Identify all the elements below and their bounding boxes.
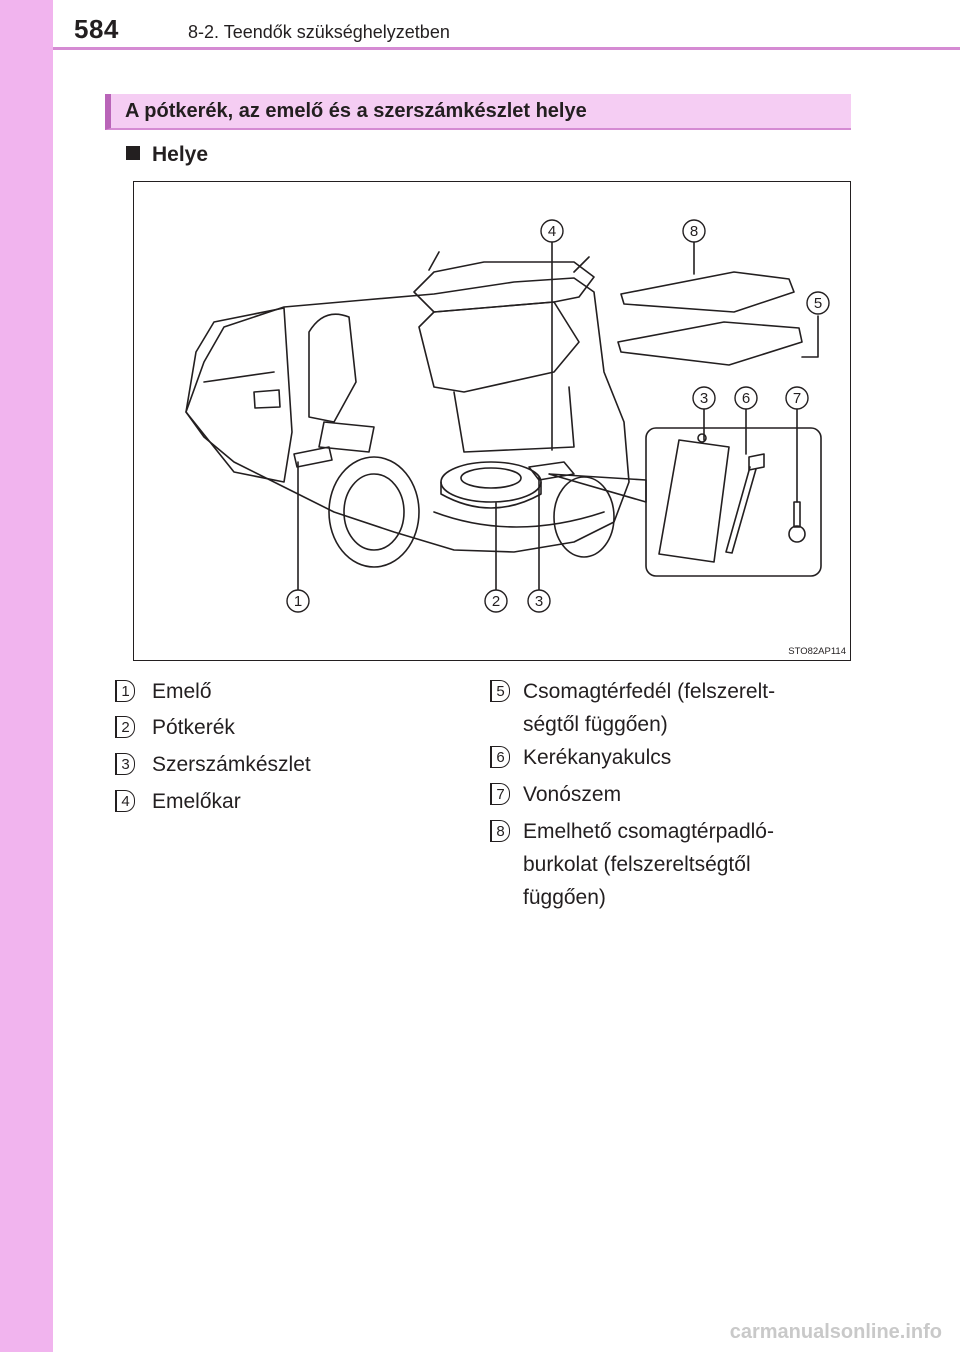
legend-number-3: 3	[115, 753, 135, 775]
legend-number-1: 1	[115, 680, 135, 702]
legend-text-1: Emelő	[152, 680, 212, 703]
legend-text-5-line1: Csomagtérfedél (felszerelt-	[523, 680, 776, 703]
svg-text:8: 8	[689, 223, 699, 240]
square-bullet-icon	[126, 146, 140, 160]
legend-text-8-line3: függően)	[523, 886, 606, 909]
callout-3-tools	[528, 590, 550, 612]
svg-text:7: 7	[792, 390, 802, 407]
callout-7	[786, 387, 808, 409]
legend-text-8-line2: burkolat (felszereltségtől	[523, 853, 751, 876]
callout-6	[735, 387, 757, 409]
legend-number-5: 5	[490, 680, 510, 702]
legend-text-8-line1: Emelhető csomagtérpadló-	[523, 820, 774, 843]
callout-1	[287, 590, 309, 612]
section-heading-bar	[105, 94, 851, 130]
svg-text:6: 6	[741, 390, 751, 407]
section-title: A pótkerék, az emelő és a szerszámkészlet helye	[125, 100, 587, 122]
chapter-title: 8-2. Teendők szükséghelyzetben	[188, 22, 450, 42]
deck-board-upper	[621, 272, 794, 312]
raised-hatch	[414, 262, 594, 312]
legend-text-3: Szerszámkészlet	[152, 753, 311, 776]
legend-number-7: 7	[490, 783, 510, 805]
subheading-text: Helye	[152, 143, 209, 166]
watermark: carmanualsonline.info	[729, 1321, 942, 1343]
callout-5	[807, 292, 829, 314]
callout-3-bag	[693, 387, 715, 409]
svg-text:3: 3	[699, 390, 709, 407]
legend-text-6: Kerékanyakulcs	[523, 746, 672, 769]
open-door	[186, 308, 292, 482]
svg-text:3: 3	[534, 593, 544, 610]
subheading	[126, 143, 208, 167]
svg-text:4: 4	[547, 223, 557, 240]
page-number: 584	[74, 14, 119, 44]
wheel-wrench	[726, 467, 756, 553]
callout-8	[683, 220, 705, 242]
legend-number-8: 8	[490, 820, 510, 842]
header-rule	[53, 47, 960, 50]
legend-number-4: 4	[115, 790, 135, 812]
legend-number-6: 6	[490, 746, 510, 768]
callout-2	[485, 590, 507, 612]
legend-number-2: 2	[115, 716, 135, 738]
legend-text-2: Pótkerék	[152, 716, 235, 739]
hatch-opening	[419, 302, 579, 392]
tool-bag	[659, 440, 729, 562]
svg-text:5: 5	[813, 295, 823, 312]
callout-4	[541, 220, 563, 242]
rear-seat	[309, 314, 356, 422]
figure-code: STO82AP114	[788, 646, 846, 657]
side-tab	[0, 0, 53, 1352]
svg-text:2: 2	[491, 593, 501, 610]
legend-text-5-line2: ségtől függően)	[523, 713, 668, 736]
svg-text:1: 1	[293, 593, 303, 610]
legend-text-4: Emelőkar	[152, 790, 241, 813]
legend-text-7: Vonószem	[523, 783, 622, 806]
towing-eye	[794, 502, 800, 527]
deck-board-lower	[618, 322, 802, 365]
car-location-illustration	[133, 181, 851, 661]
illustration-drawing	[134, 182, 850, 660]
car-body	[186, 278, 629, 552]
